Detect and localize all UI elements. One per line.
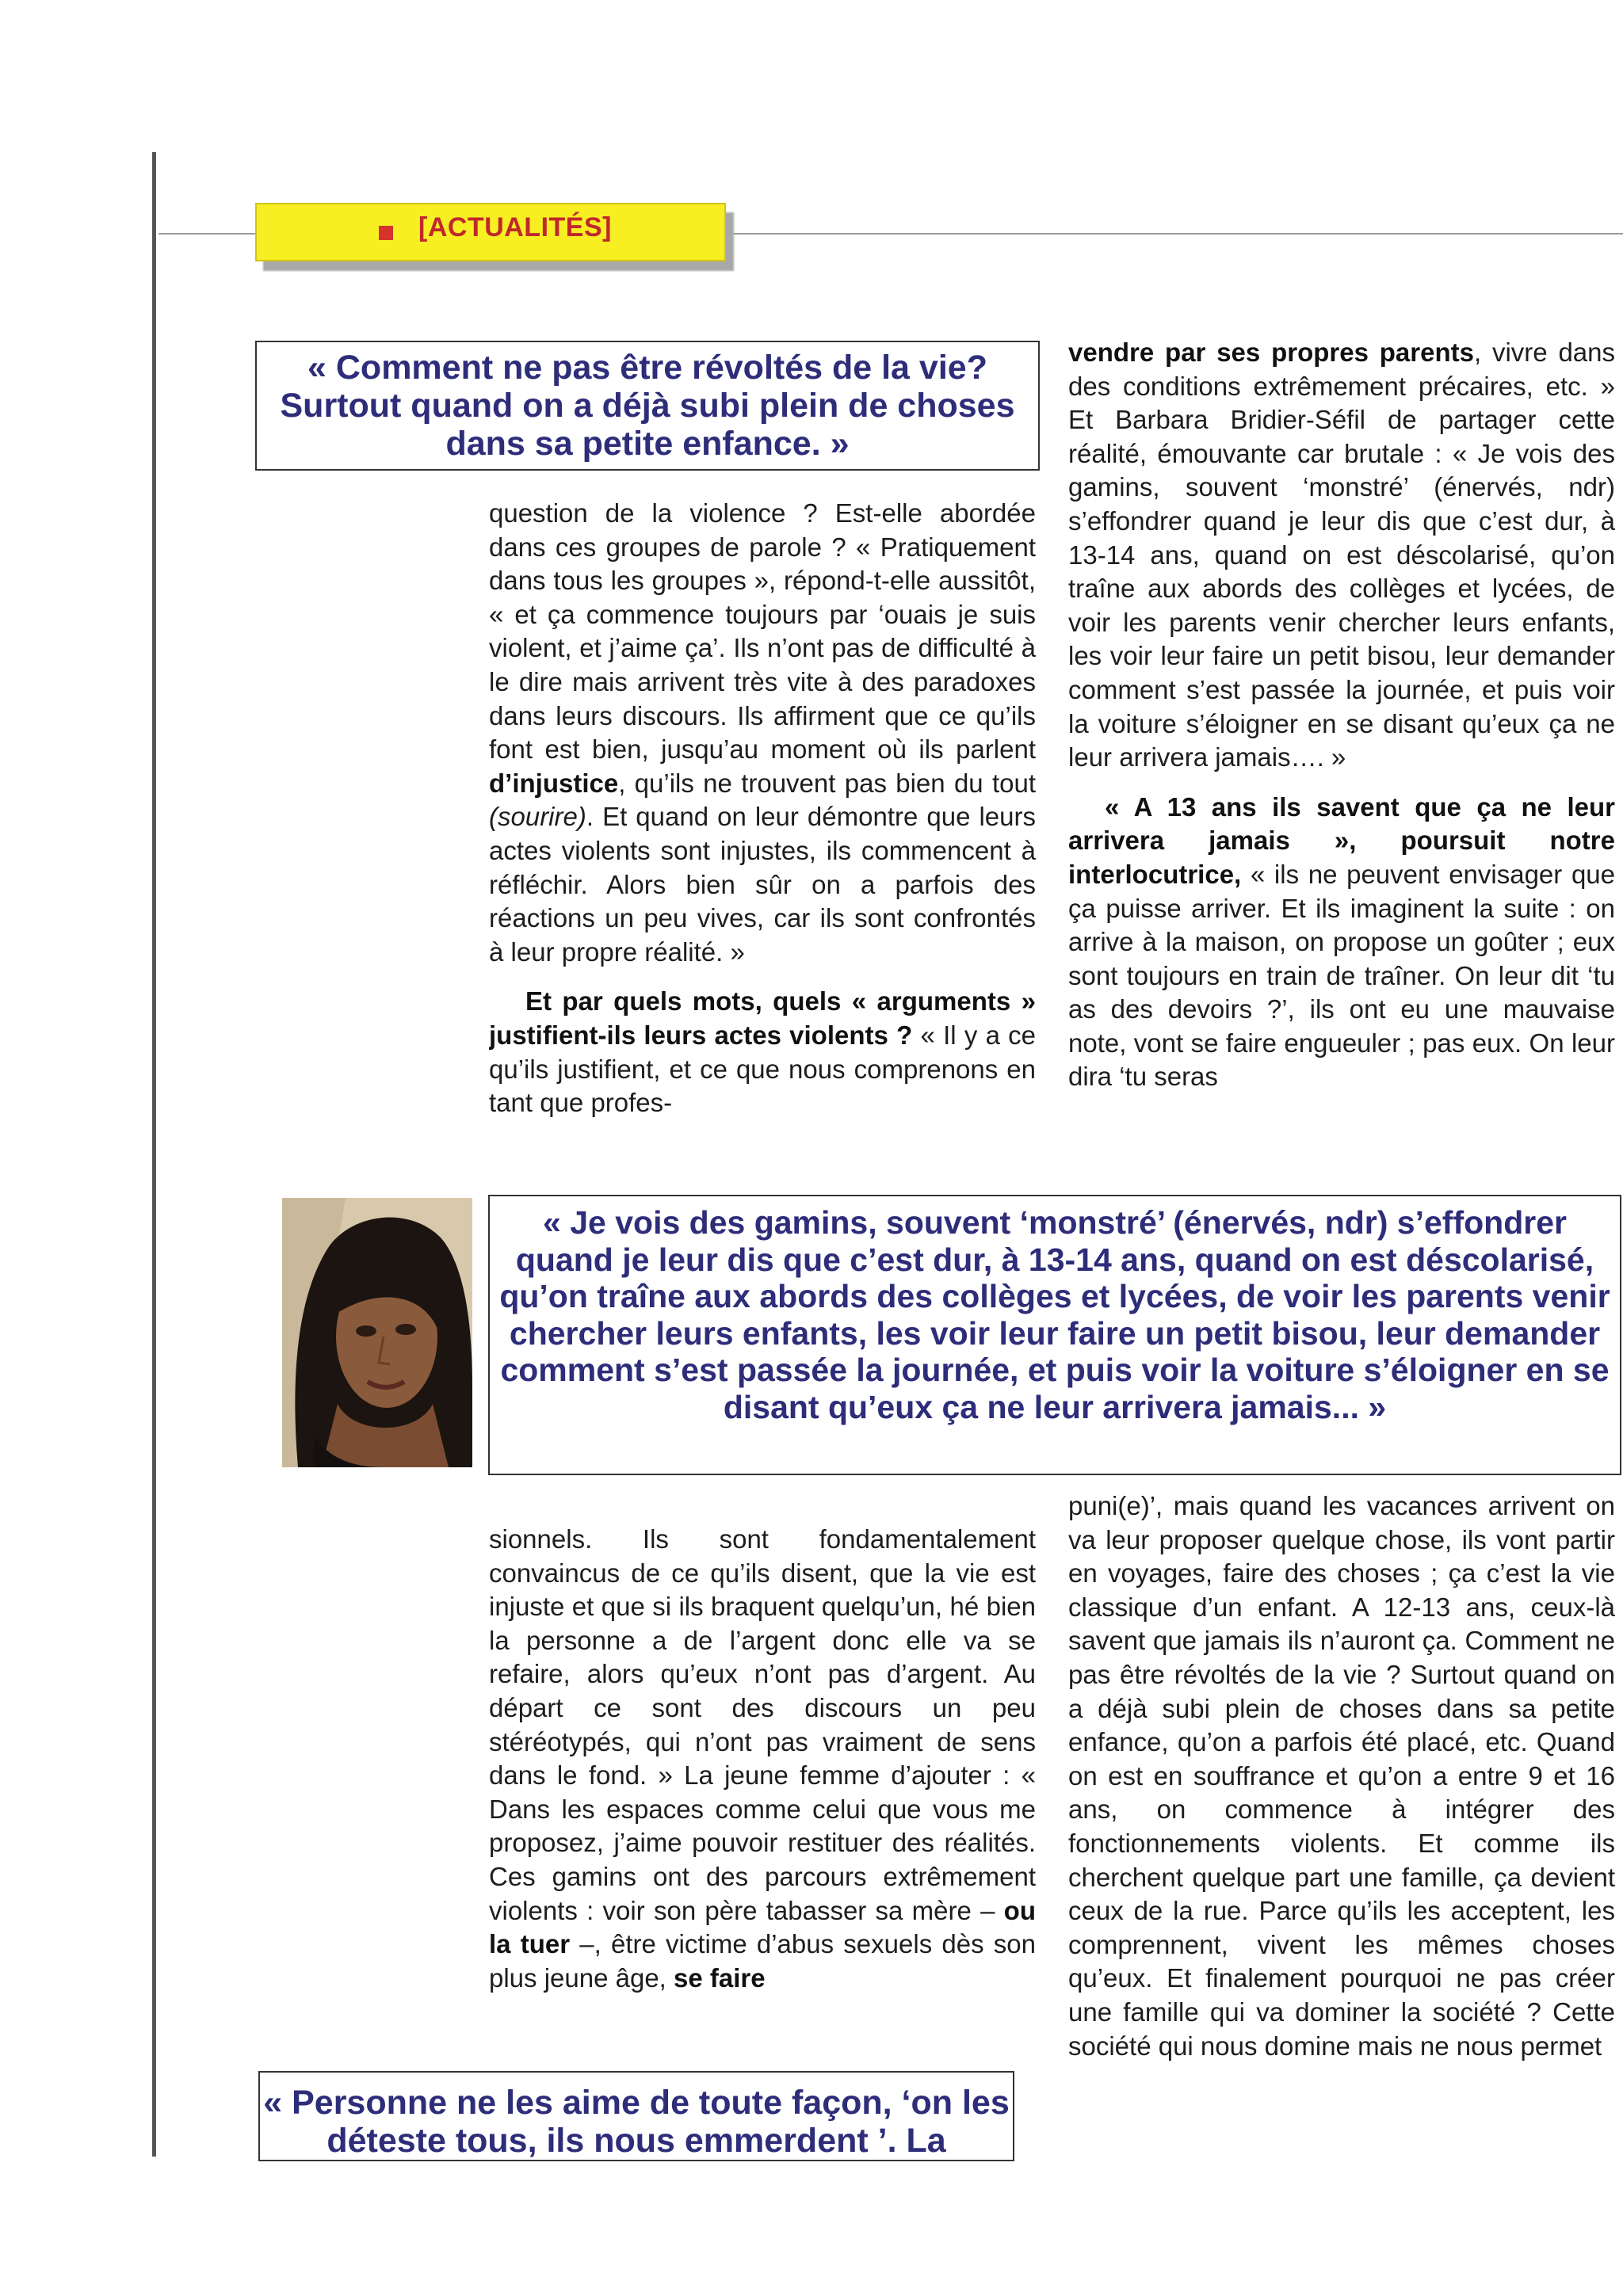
portrait-illustration: [282, 1198, 472, 1467]
square-bullet-icon: [379, 226, 393, 240]
article-column-4: [1068, 1489, 1615, 2171]
column-3-paragraph-1: sionnels. Ils sont fondamentalement convaincus de ce qu’ils disent, que la vie est injuste et que si ils braquent quelqu’un, hé bien la personne a de l’argent donc elle va se refaire, alors qu’eux n’ont pas d’argent. Au départ ce sont des discours un peu stéréotypés, qui n’ont pas vraiment de sens dans le fond. » La jeune femme d’ajouter : « Dans les espaces comme celui que vous me proposez, j’aime pouvoir restituer des réalités. Ces gamins ont des parcours extrêmement violents : voir son père tabasser sa mère – ou la tuer –, être victime d’abus sexuels dès son plus jeune âge, se faire: [489, 1524, 1036, 1993]
pull-quote-top-text: « Comment ne pas être révoltés de la vie? Surtout quand on a déjà subi plein de choses dans sa petite enfance. »: [280, 349, 1015, 463]
column-2-paragraph-2: « A 13 ans ils savent que ça ne leur arrivera jamais », poursuit notre interlocutrice, « ils ne peuvent envisager que ça puisse arriver. Et ils imaginent la suite : on arrive à la maison, on propose un goûter ; eux sont toujours en train de traîner. On leur dit ‘tu as des devoirs ?’, ils ont eu une mauvaise note, vont se faire engueuler ; pas eux. On leur dira ‘tu seras: [1068, 791, 1615, 1092]
column-2-paragraph-1: vendre par ses propres parents, vivre dans des conditions extrêmement précaires, etc. » Et Barbara Bridier-Séfil de partager cette réalité, émouvante car brutale : « Je vois des gamins, souvent ‘monstré’ (énervés, ndr) s’effondrer quand je leur dis que c’est dur, à 13-14 ans, quand on est déscolarisé, qu’on traîne aux abords des collèges et lycées, de voir les parents venir chercher leurs enfants, les voir leur faire un petit bisou, leur demander comment s’est passée la journée, et puis voir la voiture s’éloigner en se disant qu’eux ça ne leur arrivera jamais…. »: [1068, 338, 1615, 772]
column-1-question: Et par quels mots, quels « arguments » justifient-ils leurs actes violents ? « Il y a ce qu’ils justifient, et ce que nous comprenons en tant que profes-: [489, 986, 1036, 1118]
section-tag: [255, 203, 726, 261]
pull-quote-middle-text: « Je vois des gamins, souvent ‘monstré’ (énervés, ndr) s’effondrer quand je leur dis que c’est dur, à 13-14 ans, quand on est déscolarisé, qu’on traîne aux abords des collèges et lycées, de voir les parents venir chercher leurs enfants, les voir leur faire un petit bisou, leur demander comment s’est passée la journée, et puis voir la voiture s’éloigner en se disant qu’eux ça ne leur arrivera jamais... »: [499, 1204, 1610, 1425]
portrait-photo: [282, 1198, 472, 1467]
column-1-paragraph-1: question de la violence ? Est-elle abordée dans ces groupes de parole ? « Pratiquement dans tous les groupes », répond-t-elle aussitôt, « et ça commence toujours par ‘ouais je suis violent, et j’aime ça’. Ils n’ont pas de difficulté à le dire mais arrivent très vite à des paradoxes dans leurs discours. Ils affirment que ce qu’ils font est bien, jusqu’au moment où ils parlent d’injustice, qu’ils ne trouvent pas bien du tout (sourire). Et quand on leur démontre que leurs actes violents sont injustes, ils commencent à réfléchir. Alors bien sûr on a parfois des réactions un peu vives, car ils sont confrontés à leur propre réalité. »: [489, 498, 1036, 967]
article-column-3: [489, 1523, 1036, 2069]
left-margin-rule: [152, 152, 156, 2157]
pull-quote-bottom: [258, 2071, 1014, 2161]
section-tag-label: [ACTUALITÉS]: [418, 212, 612, 242]
column-4-paragraph-1: puni(e)’, mais quand les vacances arrivent on va leur proposer quelque chose, ils vont partir en voyages, faire des choses ; ça c’est la vie classique d’un enfant. A 12-13 ans, ceux-là savent que jamais ils n’auront ça. Comment ne pas être révoltés de la vie ? Surtout quand on a déjà subi plein de choses dans sa petite enfance, qu’on a parfois été placé, etc. Quand on est en souffrance et qu’on a entre 9 et 16 ans, on commence à intégrer des fonctionnements violents. Et comme ils cherchent quelque part une famille, ça devient ceux de la rue. Parce qu’ils les acceptent, les comprennent, vivent les mêmes choses qu’eux. Et finalement pourquoi ne pas créer une famille qui va dominer la société ? Cette société qui nous domine mais ne nous permet: [1068, 1491, 1615, 2061]
article-column-1: [489, 497, 1036, 1121]
article-column-2: [1068, 336, 1615, 1128]
pull-quote-middle: [488, 1195, 1621, 1475]
pull-quote-top: [255, 341, 1040, 471]
pull-quote-bottom-text: « Personne ne les aime de toute façon, ‘on les déteste tous, ils nous emmerdent ’. La: [263, 2084, 1010, 2160]
